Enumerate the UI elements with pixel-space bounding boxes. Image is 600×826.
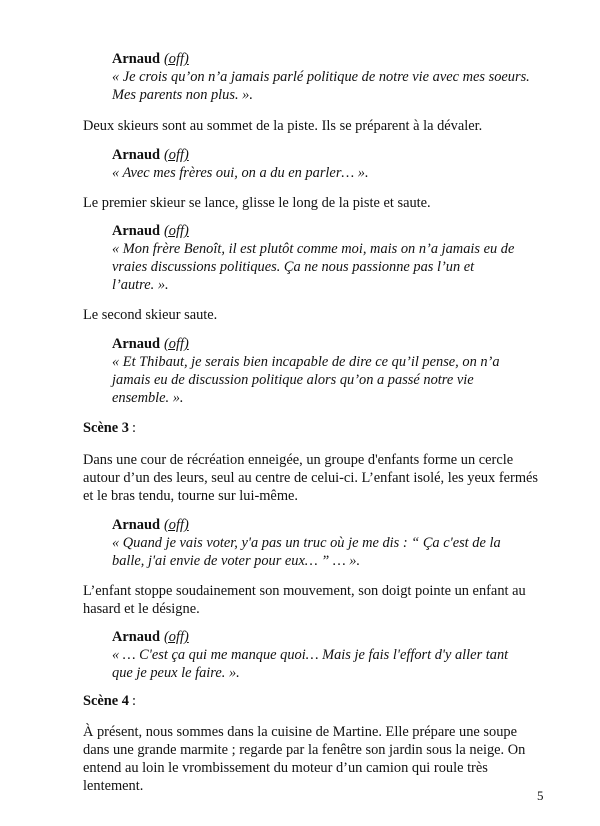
dialogue-line: Mes parents non plus. ». xyxy=(112,87,253,103)
off-note: (off) xyxy=(164,147,189,163)
action-line: Deux skieurs sont au sommet de la piste. Ils se préparent à la dévaler. xyxy=(83,118,483,134)
speaker-name: Arnaud (off) xyxy=(112,51,189,67)
dialogue-line: vraies discussions politiques. Ça ne nous passionne pas l’un et xyxy=(112,259,475,275)
action-paragraph xyxy=(83,451,546,505)
action-line: entend au loin le vrombissement du moteur d’un camion qui roule très xyxy=(83,760,488,776)
dialogue-block xyxy=(112,146,546,182)
action-paragraph xyxy=(83,117,546,135)
off-note: (off) xyxy=(164,517,189,533)
action-line: Le second skieur saute. xyxy=(83,307,218,323)
off-note: (off) xyxy=(164,51,189,67)
speaker-name: Arnaud (off) xyxy=(112,629,189,645)
dialogue-line: « Je crois qu’on n’a jamais parlé politique de notre vie avec mes soeurs. xyxy=(112,69,530,85)
speaker-name: Arnaud (off) xyxy=(112,517,189,533)
page-number: 5 xyxy=(537,788,544,803)
action-line: Le premier skieur se lance, glisse le long de la piste et saute. xyxy=(83,195,431,211)
speaker-name: Arnaud (off) xyxy=(112,336,189,352)
scene-heading xyxy=(83,692,546,710)
action-line: À présent, nous sommes dans la cuisine de Martine. Elle prépare une soupe xyxy=(83,724,517,740)
off-note: (off) xyxy=(164,223,189,239)
dialogue-block xyxy=(112,335,546,407)
off-note: (off) xyxy=(164,336,189,352)
dialogue-line: balle, j'ai envie de voter pour eux… ” … ». xyxy=(112,553,361,569)
dialogue-line: « Et Thibaut, je serais bien incapable de dire ce qu’il pense, on n’a xyxy=(112,354,500,370)
action-line: et le bras tendu, tourne sur lui-même. xyxy=(83,488,298,504)
scene-colon: : xyxy=(131,693,136,709)
dialogue-line: « Quand je vais voter, y'a pas un truc où je me dis : “ Ça c'est de la xyxy=(112,535,501,551)
scene-heading xyxy=(83,419,546,437)
action-line: lentement. xyxy=(83,778,144,794)
speaker-name: Arnaud (off) xyxy=(112,147,189,163)
scene-label: Scène 3 xyxy=(83,420,129,436)
action-paragraph xyxy=(83,194,546,212)
action-line: L’enfant stoppe soudainement son mouvement, son doigt pointe un enfant au xyxy=(83,583,526,599)
dialogue-block xyxy=(112,628,546,682)
action-line: dans une grande marmite ; regarde par la fenêtre son jardin sous la neige. On xyxy=(83,742,526,758)
dialogue-line: que je peux le faire. ». xyxy=(112,665,240,681)
action-line: autour d’un des leurs, seul au centre de celui-ci. L’enfant isolé, les yeux fermés xyxy=(83,470,539,486)
action-paragraph xyxy=(83,723,546,795)
dialogue-line: « … C'est ça qui me manque quoi… Mais je fais l'effort d'y aller tant xyxy=(112,647,509,663)
dialogue-block xyxy=(112,50,546,104)
dialogue-line: « Avec mes frères oui, on a du en parler… ». xyxy=(112,165,369,181)
action-line: hasard et le désigne. xyxy=(83,601,200,617)
action-paragraph xyxy=(83,582,546,618)
dialogue-line: ensemble. ». xyxy=(112,390,184,406)
dialogue-block xyxy=(112,516,546,570)
speaker-name: Arnaud (off) xyxy=(112,223,189,239)
dialogue-line: jamais eu de discussion politique alors qu’on a passé notre vie xyxy=(112,372,474,388)
dialogue-line: l’autre. ». xyxy=(112,277,169,293)
action-line: Dans une cour de récréation enneigée, un groupe d'enfants forme un cercle xyxy=(83,452,514,468)
dialogue-line: « Mon frère Benoît, il est plutôt comme moi, mais on n’a jamais eu de xyxy=(112,241,515,257)
action-paragraph xyxy=(83,306,546,324)
scene-colon: : xyxy=(131,420,136,436)
off-note: (off) xyxy=(164,629,189,645)
scene-label: Scène 4 xyxy=(83,693,129,709)
dialogue-block xyxy=(112,222,546,294)
